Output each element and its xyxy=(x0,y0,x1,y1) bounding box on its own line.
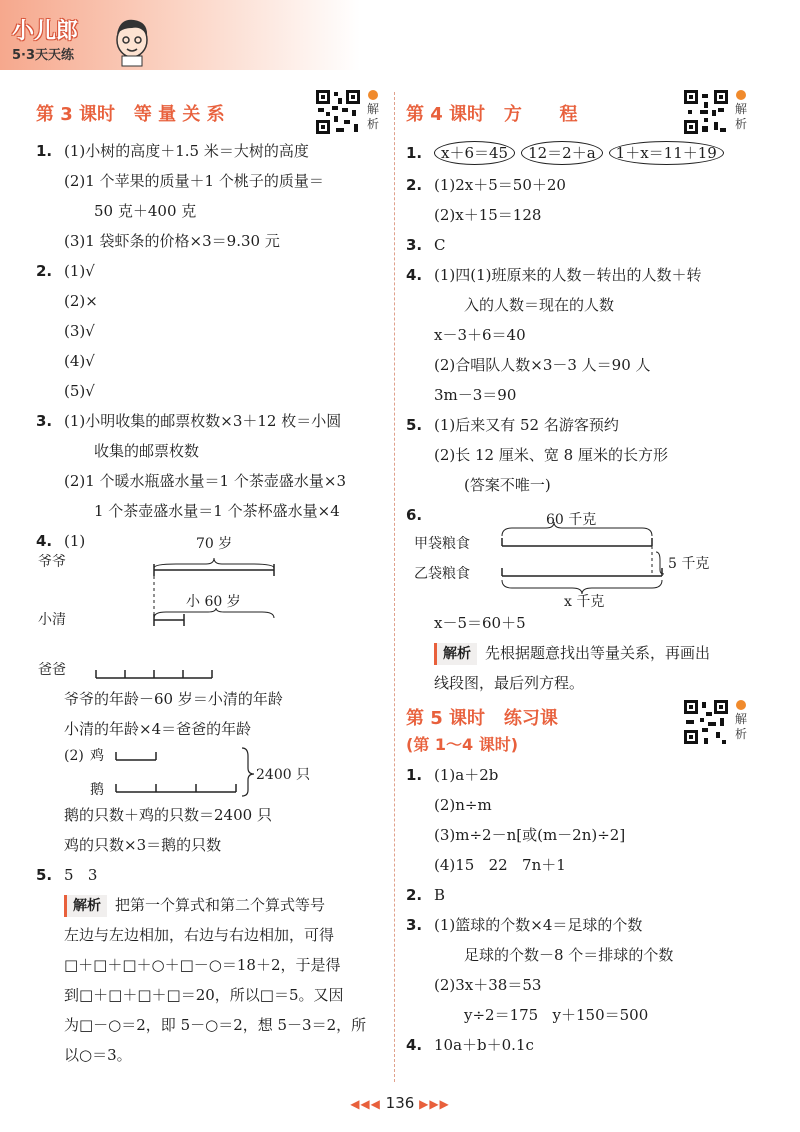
chicken-goose-diagram xyxy=(36,744,386,800)
lesson-3-header xyxy=(36,84,386,136)
mascot-icon xyxy=(112,16,152,66)
brand-sub: 5·3天天练 xyxy=(12,48,75,63)
diag-less60-label: 小 60 岁 xyxy=(186,594,241,610)
play-arrow-icon xyxy=(736,90,746,100)
r6-explain-1: 解析 先根据题意找出等量关系，再画出 xyxy=(406,638,776,668)
q3-line-b: (2)1 个暖水瓶盛水量＝1 个茶壶盛水量×3 xyxy=(64,472,346,490)
s3-line-b2: y÷2＝175 y＋150＝500 xyxy=(464,1006,649,1024)
s1-line-b: (2)n÷m xyxy=(434,796,492,814)
qr-code-icon[interactable] xyxy=(314,88,362,136)
r4-line-a: 4. (1)四(1)班原来的人数－转出的人数＋转 xyxy=(406,266,702,284)
s1-line-a: 1. (1)a＋2b xyxy=(406,766,499,784)
r6-line: 6. xyxy=(406,506,423,524)
r4-line-b2: 3m－3＝90 xyxy=(434,386,517,404)
qr-label: 解析 xyxy=(366,102,379,131)
next-arrows-icon: ▶▶▶ xyxy=(419,1097,450,1111)
q5-explain-4: 到□＋□＋□＋□＝20，所以□＝5。又因 xyxy=(64,986,344,1004)
r2-line-a: 2. (1)2x＋5＝50＋20 xyxy=(406,176,566,194)
q4-a2: 小清的年龄×4＝爸爸的年龄 xyxy=(64,720,252,738)
r6-equation: x－5＝60＋5 xyxy=(434,614,526,632)
r6-explain-2: 线段图，最后列方程。 xyxy=(434,674,585,692)
q5-explain-1: 解析 把第一个算式和第二个算式等号 xyxy=(36,890,386,920)
play-arrow-icon xyxy=(736,700,746,710)
q3-line-a2: 收集的邮票枚数 xyxy=(94,442,200,460)
r5-line-a: 5. (1)后来又有 52 名游客预约 xyxy=(406,416,619,434)
lesson-5-title: 第 5 课时 练习课 xyxy=(406,708,558,729)
lesson-3-title: 第 3 课时 等 量 关 系 xyxy=(36,104,225,125)
q2-line-b: (2)× xyxy=(64,292,98,310)
diag-grandpa-label: 爷爷 xyxy=(38,554,66,570)
q4-b2: 鸡的只数×3＝鹅的只数 xyxy=(64,836,222,854)
q3-line-a: 3. (1)小明收集的邮票枚数×3＋12 枚＝小圆 xyxy=(36,412,342,430)
diag-5kg-label: 5 千克 xyxy=(668,556,710,572)
q1-line-a: 1. (1)小树的高度＋1.5 米＝大树的高度 xyxy=(36,142,309,160)
r2-line-b: (2)x＋15＝128 xyxy=(434,206,542,224)
r4-line-b: (2)合唱队人数×3－3 人＝90 人 xyxy=(434,356,651,374)
oval-answer-2: 12＝2＋a xyxy=(521,141,603,165)
q1-line-b2: 50 克＋400 克 xyxy=(94,202,197,220)
q2-line-c: (3)√ xyxy=(64,322,95,340)
play-arrow-icon xyxy=(368,90,378,100)
r3-line: 3. C xyxy=(406,236,446,254)
page-number: 136 xyxy=(385,1094,415,1112)
s3-line-a: 3. (1)篮球的个数×4＝足球的个数 xyxy=(406,916,643,934)
jiexi-badge: 解析 xyxy=(64,895,107,917)
q4-a1: 爷爷的年龄－60 岁＝小清的年龄 xyxy=(64,690,283,708)
column-divider xyxy=(394,92,395,1082)
q5-explain-6: 以○＝3。 xyxy=(64,1046,132,1064)
q1-line-c: (3)1 袋虾条的价格×3＝9.30 元 xyxy=(64,232,280,250)
r4-line-a2: 入的人数＝现在的人数 xyxy=(464,296,615,314)
q3-line-b2: 1 个茶壶盛水量＝1 个茶杯盛水量×4 xyxy=(94,502,340,520)
s1-line-c: (3)m÷2－n[或(m－2n)÷2] xyxy=(434,826,626,844)
lesson-4-header xyxy=(406,84,776,136)
q1-line-b: (2)1 个苹果的质量＋1 个桃子的质量＝ xyxy=(64,172,324,190)
q2-line-e: (5)√ xyxy=(64,382,95,400)
lesson-4-title: 第 4 课时 方 程 xyxy=(406,104,578,125)
r4-line-a3: x－3＋6＝40 xyxy=(434,326,526,344)
lesson-5-subtitle: (第 1～4 课时) xyxy=(406,735,519,754)
r5-line-c: (答案不唯一) xyxy=(464,476,551,494)
left-column xyxy=(36,84,386,1070)
s4-line: 4. 10a＋b＋0.1c xyxy=(406,1036,534,1054)
s3-line-a2: 足球的个数－8 个＝排球的个数 xyxy=(464,946,674,964)
diag-yi-label: 乙袋粮食 xyxy=(414,566,470,582)
diag-70-label: 70 岁 xyxy=(196,536,233,552)
diag-total-label: 2400 只 xyxy=(256,767,311,783)
qr-label: 解析 xyxy=(734,712,747,741)
r1-line: 1. x＋6＝45 12＝2＋a 1＋x＝11＋19 xyxy=(406,136,776,170)
jiexi-badge: 解析 xyxy=(434,643,477,665)
q2-line-a: 2. (1)√ xyxy=(36,262,95,280)
q5-explain-5: 为□－○＝2，即 5－○＝2，想 5－3＝2，所 xyxy=(64,1016,367,1034)
brand-name: 小儿郎 xyxy=(12,19,79,44)
grain-bag-diagram xyxy=(406,512,776,610)
diag-xkg-label: x 千克 xyxy=(564,594,605,610)
right-column xyxy=(406,84,776,1060)
q5-explain-3: □＋□＋□＋○＋□－○＝18＋2，于是得 xyxy=(64,956,341,974)
q4-b1: 鹅的只数＋鸡的只数＝2400 只 xyxy=(64,806,272,824)
oval-answer-3: 1＋x＝11＋19 xyxy=(609,141,724,165)
brand-logo xyxy=(12,14,152,70)
q2-line-d: (4)√ xyxy=(64,352,95,370)
qr-code-icon[interactable] xyxy=(682,698,730,746)
diag-xiaoqing-label: 小清 xyxy=(38,612,66,628)
diag-dad-label: 爸爸 xyxy=(38,662,66,678)
oval-answer-1: x＋6＝45 xyxy=(434,141,515,165)
diag-p2-label: (2) xyxy=(64,748,84,764)
r5-line-b: (2)长 12 厘米、宽 8 厘米的长方形 xyxy=(434,446,668,464)
s2-line: 2. B xyxy=(406,886,446,904)
qr-label: 解析 xyxy=(734,102,747,131)
q4-line-p1: 4. (1) xyxy=(36,532,86,550)
diag-chicken-label: 鸡 xyxy=(90,748,104,764)
page-footer xyxy=(0,1094,800,1112)
qr-code-icon[interactable] xyxy=(682,88,730,136)
diag-jia-label: 甲袋粮食 xyxy=(414,536,470,552)
s1-line-d: (4)15 22 7n＋1 xyxy=(434,856,566,874)
q5-answer: 5. 5 3 xyxy=(36,866,98,884)
diag-60kg-label: 60 千克 xyxy=(546,512,597,528)
s3-line-b: (2)3x＋38＝53 xyxy=(434,976,542,994)
q5-explain-2: 左边与左边相加，右边与右边相加，可得 xyxy=(64,926,335,944)
lesson-5-header xyxy=(406,698,776,760)
prev-arrows-icon: ◀◀◀ xyxy=(350,1097,381,1111)
diag-goose-label: 鹅 xyxy=(90,782,104,798)
dad-segment-diagram xyxy=(36,656,386,684)
